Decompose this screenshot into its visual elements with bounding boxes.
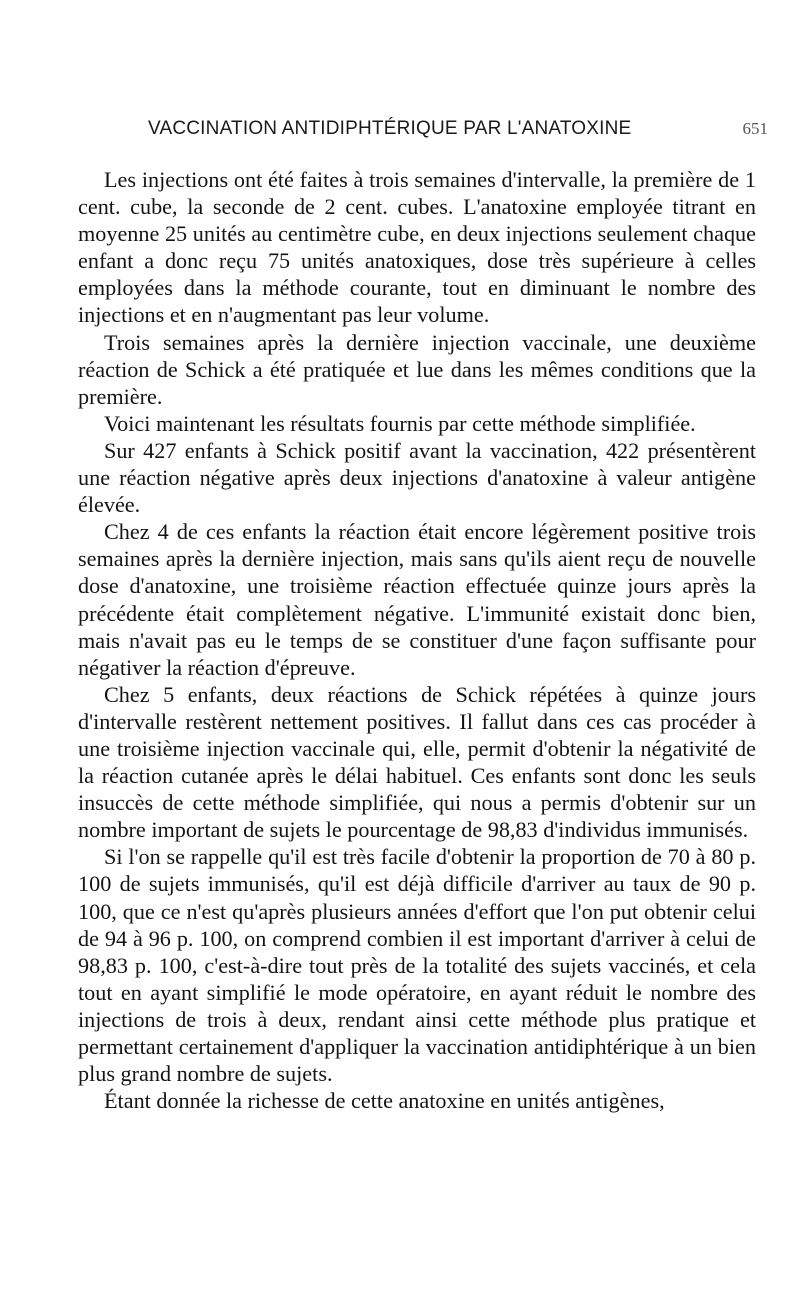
paragraph-five-children: Chez 5 enfants, deux réactions de Schick répétées à quinze jours d'intervalle restèrent nettement positives. Il fallut dans ces cas procéder à une troisième injection vaccinale qui, elle, permit d'obtenir la négativité de la réaction cutanée après le délai habituel. Ces enfants sont donc les seuls insuccès de cette méthode simplifiée, qui nous a permis d'obtenir sur un nombre important de sujets le pourcentage de 98,83 d'individus immunisés. (78, 681, 756, 843)
paragraph-second-schick: Trois semaines après la dernière injection vaccinale, une deuxième réaction de Schick a été pratiquée et lue dans les mêmes conditions que la première. (78, 329, 756, 409)
page-number: 651 (742, 119, 768, 138)
running-title: VACCINATION ANTIDIPHTÉRIQUE PAR L'ANATOXINE (148, 118, 632, 139)
running-head (78, 118, 768, 146)
paragraph-four-children: Chez 4 de ces enfants la réaction était encore légèrement positive trois semaines après la dernière injection, mais sans qu'ils aient reçu de nouvelle dose d'anatoxine, une troisième réaction effectuée quinze jours après la précédente était complètement négative. L'immunité existait donc bien, mais n'avait pas eu le temps de se constituer d'une façon suffisante pour négativer la réaction d'épreuve. (78, 519, 756, 680)
paragraph-results-intro: Voici maintenant les résultats fournis par cette méthode simplifiée. (104, 410, 696, 436)
paragraph-427-children: Sur 427 enfants à Schick positif avant la vaccination, 422 présentèrent une réaction négative après deux injections d'anatoxine à valeur antigène élevée. (78, 437, 756, 518)
paragraph-proportion: Si l'on se rappelle qu'il est très facile d'obtenir la proportion de 70 à 80 p. 100 de sujets immunisés, qu'il est déjà difficile d'arriver au taux de 90 p. 100, que ce n'est qu'après plusieurs années d'effort que l'on put obtenir celui de 94 à 96 p. 100, on comprend combien il est important d'arriver à celui de 98,83 p. 100, c'est-à-dire tout près de la totalité des sujets vaccinés, et cela tout en ayant simplifié le mode opératoire, en ayant réduit le nombre des injections de trois à deux, rendant ainsi cette méthode plus pratique et permettant certainement d'appliquer la vaccination antidiphtérique à un bien plus grand nombre de sujets. (78, 844, 756, 1087)
paragraph-richness: Étant donnée la richesse de cette anatoxine en unités antigènes, (104, 1088, 665, 1114)
body-text (78, 166, 756, 1114)
paragraph-injections: Les injections ont été faites à trois semaines d'intervalle, la première de 1 cent. cube, la seconde de 2 cent. cubes. L'anatoxine employée titrant en moyenne 25 unités au centimètre cube, en deux injections seulement chaque enfant a donc reçu 75 unités anatoxiques, dose très supérieure à celles employées dans la méthode courante, tout en diminuant le nombre des injections et en n'augmentant pas leur volume. (78, 167, 756, 328)
